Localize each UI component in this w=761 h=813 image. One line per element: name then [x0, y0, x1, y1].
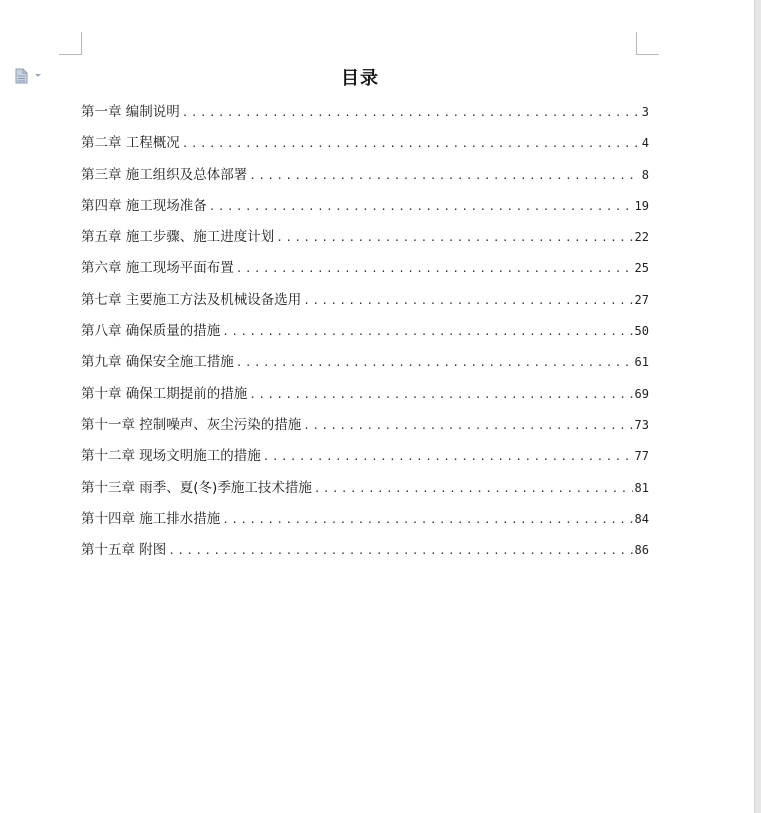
toc-dot-leader: [182, 102, 640, 124]
toc-entry-label: 第十四章 施工排水措施: [81, 510, 221, 527]
toc-entry-label: 第八章 确保质量的措施: [81, 323, 221, 340]
toc-entry-page: 4: [641, 136, 649, 151]
toc-entry[interactable]: [81, 351, 649, 382]
toc-entry-page: 8: [641, 167, 649, 182]
toc-entry-page: 3: [641, 105, 649, 119]
toc-entry-page: 22: [634, 230, 649, 245]
toc-entry[interactable]: [81, 226, 649, 257]
toc-entry[interactable]: [81, 289, 649, 320]
toc-entry[interactable]: [81, 508, 649, 539]
toc-entry[interactable]: [81, 414, 649, 445]
toc-dot-leader: [236, 352, 633, 374]
toc-entry[interactable]: [81, 132, 649, 163]
page-title: 目录: [341, 68, 379, 89]
toc-entry-label: 第十三章 雨季、夏(冬)季施工技术措施: [81, 479, 312, 496]
toc-entry-label: 第十五章 附图: [81, 542, 167, 559]
toc-entry-label: 第一章 编制说明: [81, 104, 180, 120]
toc-entry-page: 73: [634, 417, 649, 432]
toc-entry[interactable]: [81, 257, 649, 288]
toc-entry-page: 86: [634, 543, 649, 558]
toc-entry[interactable]: [81, 164, 649, 195]
toc-entry-label: 第九章 确保安全施工措施: [81, 354, 234, 371]
toc-entry-page: 84: [634, 511, 649, 526]
toc-entry-label: 第十章 确保工期提前的措施: [81, 385, 248, 402]
toc-entry-page: 77: [634, 449, 649, 464]
toc-dot-leader: [303, 290, 632, 312]
toc-entry[interactable]: [81, 383, 649, 414]
table-of-contents: [81, 101, 649, 570]
toc-entry-page: 81: [634, 480, 649, 495]
toc-entry[interactable]: [81, 101, 649, 132]
toc-entry-label: 第三章 施工组织及总体部署: [81, 166, 248, 183]
toc-entry-page: 27: [634, 292, 649, 307]
toc-entry-label: 第二章 工程概况: [81, 135, 180, 152]
toc-dot-leader: [303, 415, 632, 437]
scrollbar-track[interactable]: [754, 0, 761, 813]
toc-entry-page: 25: [634, 261, 649, 276]
toc-dot-leader: [222, 509, 632, 531]
toc-entry-page: 61: [634, 355, 649, 370]
toc-dot-leader: [236, 258, 633, 280]
toc-entry[interactable]: [81, 445, 649, 476]
toc-dot-leader: [249, 165, 639, 187]
toc-dot-leader: [263, 446, 633, 468]
toc-dot-leader: [222, 321, 632, 343]
toc-dot-leader: [249, 384, 632, 406]
toc-dot-leader: [276, 227, 632, 249]
toc-dot-leader: [168, 540, 632, 562]
toc-entry-label: 第十一章 控制噪声、灰尘污染的措施: [81, 416, 302, 433]
crop-mark-top-right: [636, 32, 659, 55]
toc-entry-label: 第十二章 现场文明施工的措施: [81, 448, 261, 465]
crop-mark-top-left: [59, 32, 82, 55]
toc-entry-label: 第四章 施工现场准备: [81, 197, 207, 214]
toc-entry[interactable]: [81, 320, 649, 351]
toc-entry[interactable]: [81, 195, 649, 226]
toc-entry[interactable]: [81, 477, 649, 508]
toc-dot-leader: [314, 478, 633, 500]
toc-entry-page: 69: [634, 386, 649, 401]
toc-entry[interactable]: [81, 539, 649, 570]
toc-entry-label: 第五章 施工步骤、施工进度计划: [81, 229, 275, 246]
toc-dot-leader: [182, 133, 640, 155]
toc-entry-page: 50: [634, 324, 649, 339]
toc-dot-leader: [209, 196, 633, 218]
toc-entry-label: 第六章 施工现场平面布置: [81, 260, 234, 277]
toc-entry-page: 19: [634, 198, 649, 213]
toc-entry-label: 第七章 主要施工方法及机械设备选用: [81, 291, 302, 308]
